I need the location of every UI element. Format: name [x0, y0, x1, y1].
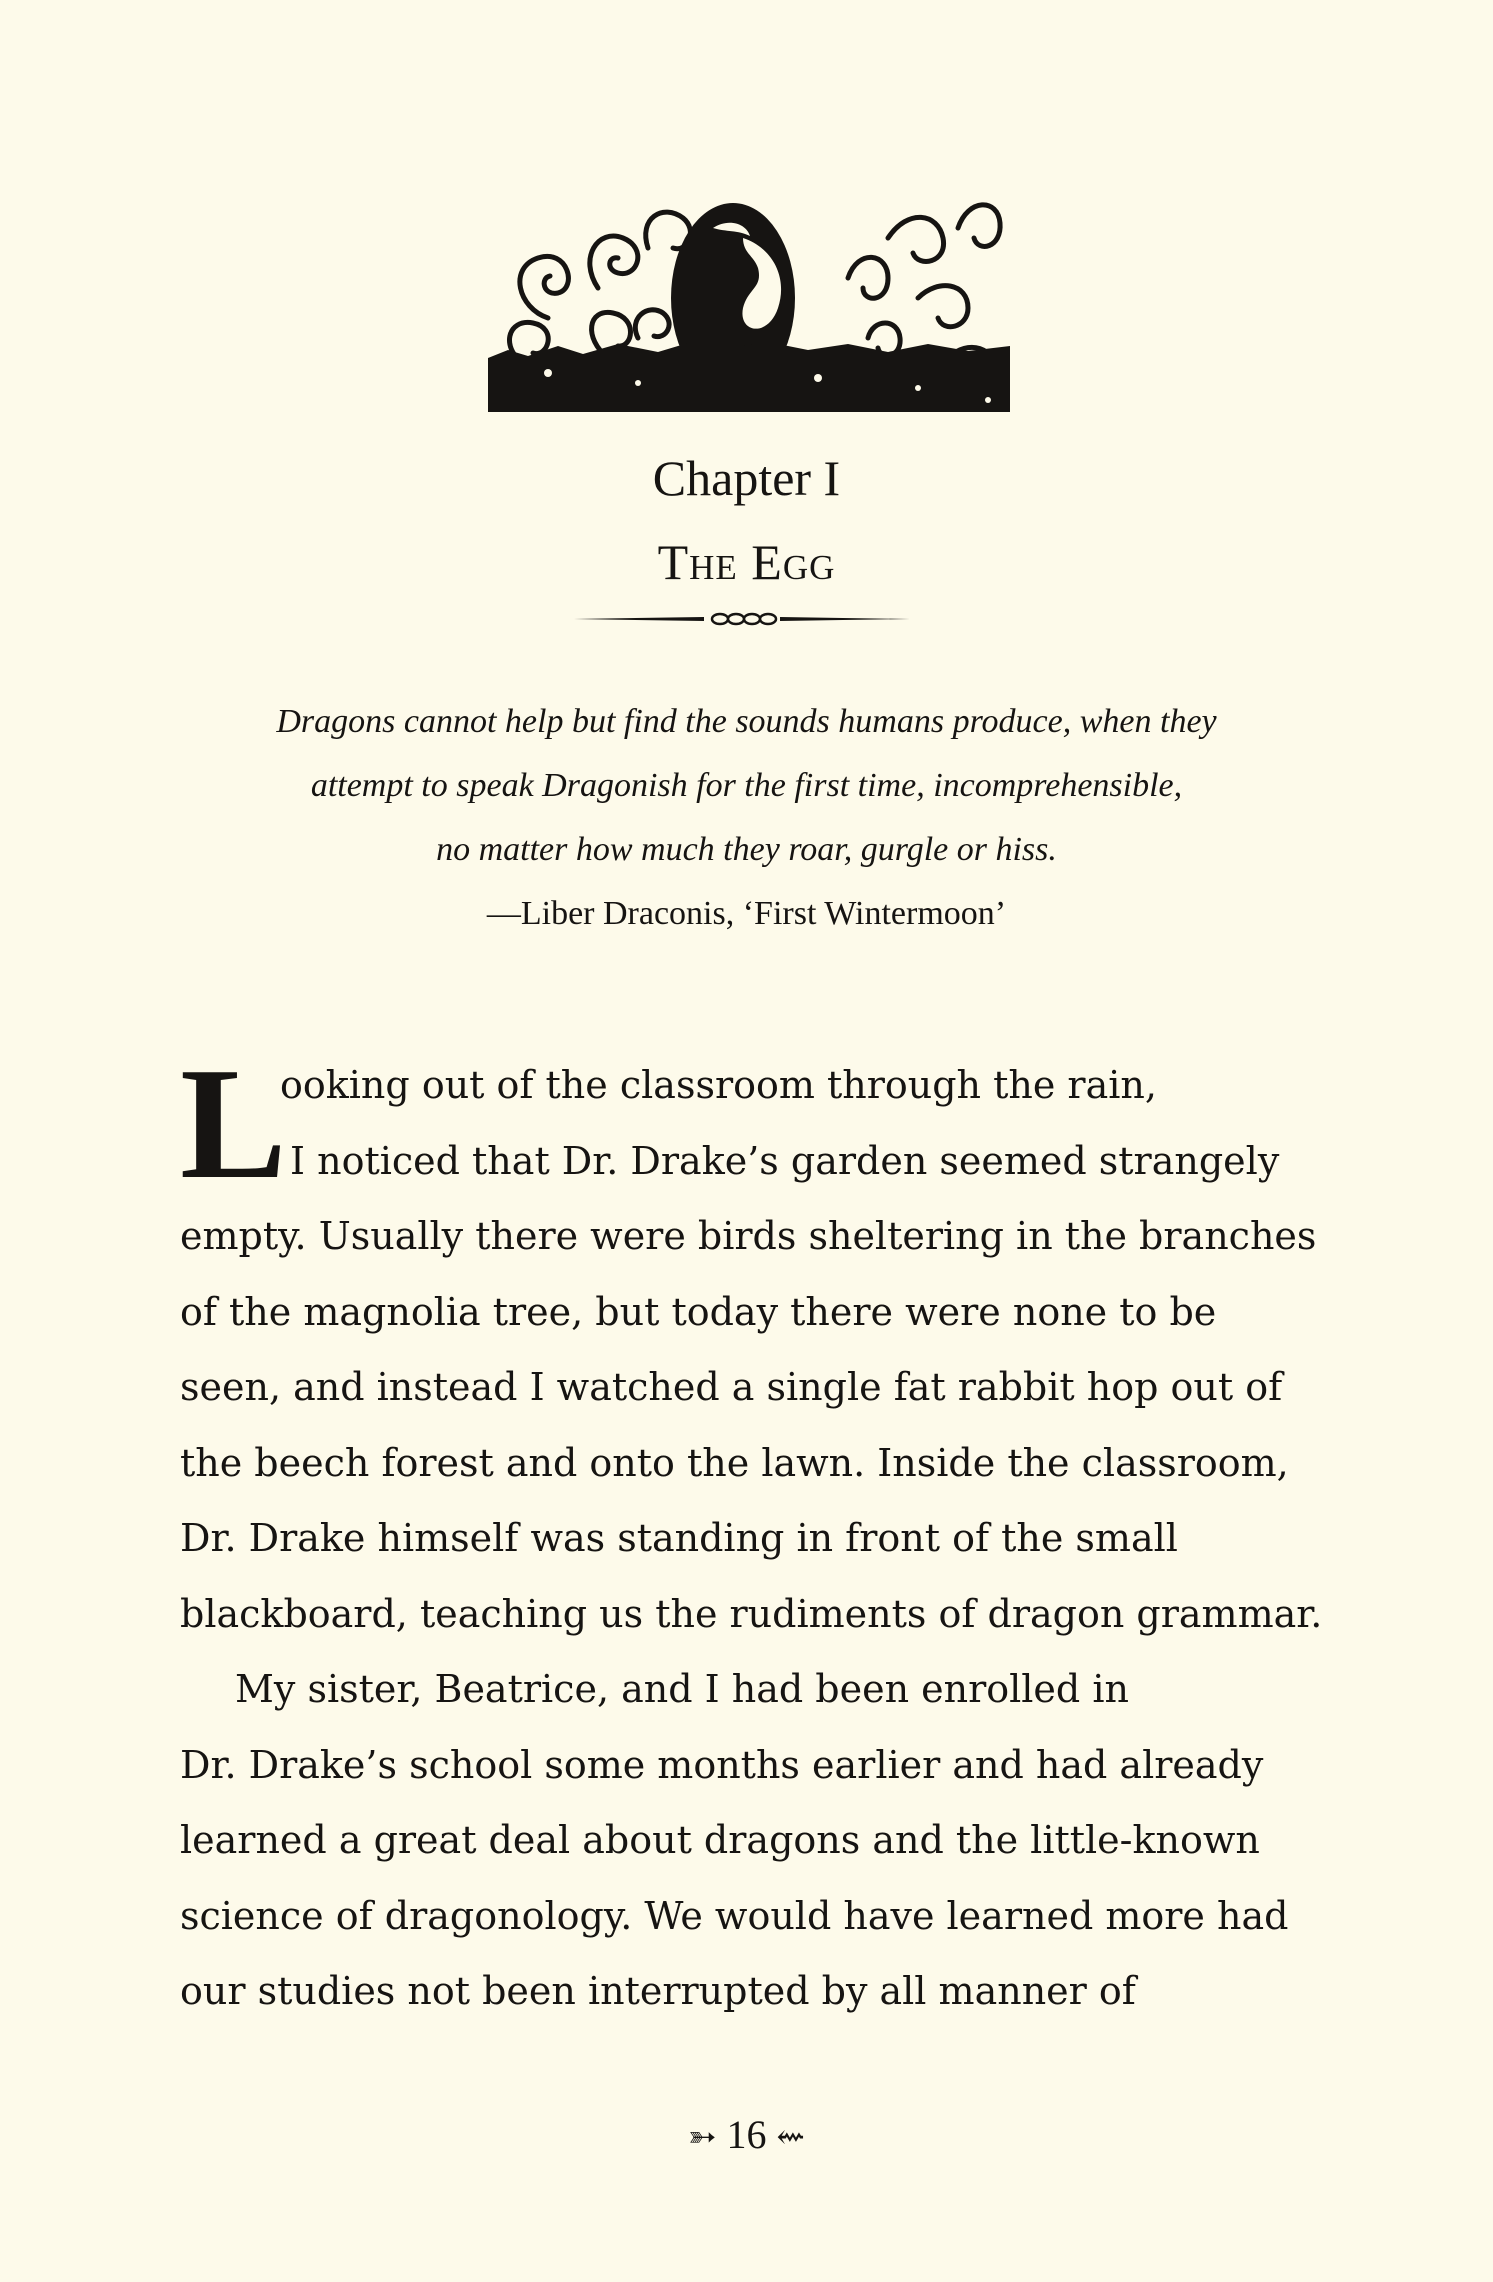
- body-line: empty. Usually there were birds sheltering in the branches: [180, 1214, 1317, 1258]
- drop-cap-letter: L: [180, 1034, 287, 1212]
- epigraph: [150, 690, 1343, 946]
- body-line: the beech forest and onto the lawn. Inside the classroom,: [180, 1440, 1289, 1485]
- body-text: [180, 1034, 1330, 2030]
- body-line: science of dragonology. We would have learned more had: [180, 1893, 1289, 1938]
- right-ornament-icon: ⇜: [776, 2119, 805, 2156]
- epigraph-source: —Liber Draconis, ‘First Wintermoon’: [486, 895, 1007, 932]
- body-line: of the magnolia tree, but today there were none to be: [180, 1289, 1217, 1334]
- page-number: 16: [726, 2112, 767, 2157]
- epigraph-line: no matter how much they roar, gurgle or hiss.: [436, 831, 1057, 868]
- body-line: Dr. Drake himself was standing in front of the small: [180, 1516, 1178, 1560]
- body-line: ooking out of the classroom through the rain,: [280, 1063, 1157, 1107]
- body-line: Dr. Drake’s school some months earlier and had already: [180, 1742, 1264, 1787]
- body-line: our studies not been interrupted by all manner of: [180, 1969, 1136, 2013]
- left-ornament-icon: ➳: [688, 2119, 717, 2156]
- epigraph-line: Dragons cannot help but find the sounds humans produce, when they: [276, 703, 1217, 740]
- body-line: I noticed that Dr. Drake’s garden seemed strangely: [290, 1138, 1280, 1183]
- body-line: My sister, Beatrice, and I had been enrolled in: [235, 1667, 1129, 1711]
- epigraph-line: attempt to speak Dragonish for the first time, incomprehensible,: [310, 767, 1183, 804]
- page-footer: [0, 2110, 1493, 2163]
- dragon-egg-vignette-icon: [488, 168, 1010, 412]
- ornamental-rule-icon: [574, 608, 910, 630]
- chapter-number: Chapter I: [652, 450, 841, 506]
- body-line: seen, and instead I watched a single fat rabbit hop out of: [180, 1365, 1283, 1409]
- body-line: blackboard, teaching us the rudiments of dragon grammar.: [180, 1591, 1323, 1636]
- chapter-title: The Egg: [657, 534, 836, 590]
- body-line: learned a great deal about dragons and the little-known: [180, 1818, 1260, 1862]
